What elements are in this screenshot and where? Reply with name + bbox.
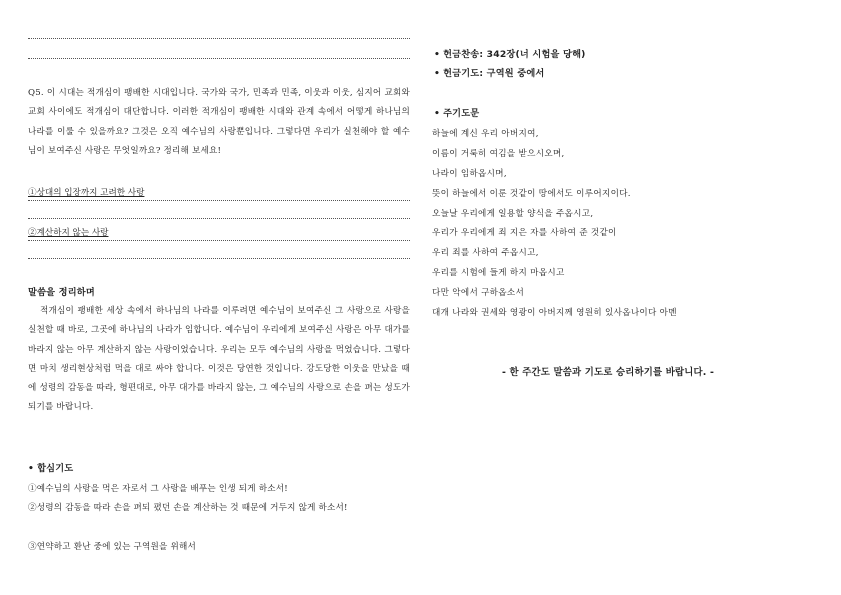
bullet-icon: •	[28, 463, 35, 474]
bullet-icon: •	[434, 49, 441, 60]
answer-line	[28, 58, 410, 59]
answer-line	[28, 218, 410, 219]
lords-prayer-line: 이름이 거룩히 여김을 받으시오며,	[432, 149, 565, 159]
q5-answer-2: ②계산하지 않는 사랑	[28, 228, 109, 238]
q5-answer-1: ①상대의 입장까지 고려한 사랑	[28, 188, 145, 198]
offering-prayer: • 헌금기도: 구역원 중에서	[434, 68, 545, 79]
answer-line	[28, 240, 410, 241]
lords-prayer-title: • 주기도문	[434, 108, 480, 119]
unison-item-2: ②성령의 감동을 따라 손을 펴되 폈던 손을 계산하는 것 때문에 거두지 않게 하소서!	[28, 503, 348, 513]
lords-prayer-line: 우리 죄를 사하여 주옵시고,	[432, 248, 539, 258]
bullet-icon: •	[434, 68, 441, 79]
answer-line	[28, 258, 410, 259]
unison-prayer-title: • 합심기도	[28, 463, 74, 474]
lords-prayer-line: 우리가 우리에게 죄 지은 자를 사하여 준 것같이	[432, 228, 617, 238]
lords-prayer-line: 대개 나라와 권세와 영광이 아버지께 영원히 있사옵나이다 아멘	[432, 308, 677, 318]
summary-title: 말씀을 정리하며	[28, 287, 95, 298]
unison-item-3: ③연약하고 환난 중에 있는 구역원을 위해서	[28, 542, 196, 552]
q5-question: Q5. 이 시대는 적개심이 팽배한 시대입니다. 국가와 국가, 민족과 민족, 이웃과 이웃, 심지어 교회와 교회 사이에도 적개심이 대단합니다. 이러한 적개심이 팽배한 시대와 관계 속에서 어떻게 하나님의 나라를 이룰 수 있을까요? 그것은 오직 예수님의 사랑뿐입니다. 그렇다면 우리가 실천해야 할 예수님이 보여주신 사랑은 무엇일까요? 정리해 보세요!	[28, 88, 410, 156]
lords-prayer-line: 뜻이 하늘에서 이룬 것같이 땅에서도 이루어지이다.	[432, 189, 631, 199]
answer-line	[28, 200, 410, 201]
lords-prayer-line: 나라이 임하옵시며,	[432, 169, 507, 179]
offering-hymn: • 헌금찬송: 342장(너 시험을 당해)	[434, 49, 586, 60]
summary-body: 적개심이 팽배한 세상 속에서 하나님의 나라를 이루려면 예수님이 보여주신 그 사랑으로 사랑을 실천할 때 바로, 그곳에 하나님의 나라가 임합니다. 예수님이 우리에게 보여주신 사랑은 아무 대가를 바라지 않는 아무 계산하지 않는 사랑이었습니다. 우리는 모두 예수님의 사랑을 먹었습니다. 그렇다면 마치 생리현상처럼 먹을 대로 싸야 합니다. 이것은 당연한 것입니다. 강도당한 이웃을 만났을 때에 성령의 감동을 따라, 형편대로, 아무 대가를 바라지 않는, 그 예수님의 사랑으로 손을 펴는 성도가 되기를 바랍니다.	[28, 306, 410, 413]
answer-line	[28, 38, 410, 39]
bullet-icon: •	[434, 108, 441, 119]
lords-prayer-line: 하늘에 계신 우리 아버지여,	[432, 129, 539, 139]
lords-prayer-line: 오늘날 우리에게 일용할 양식을 주옵시고,	[432, 209, 594, 219]
lords-prayer-line: 우리를 시험에 들게 하지 마옵시고	[432, 268, 565, 278]
closing-message: - 한 주간도 말씀과 기도로 승리하기를 바랍니다. -	[502, 367, 715, 378]
unison-item-1: ①예수님의 사랑을 먹은 자로서 그 사랑을 배푸는 인생 되게 하소서!	[28, 484, 288, 494]
lords-prayer-line: 다만 악에서 구하옵소서	[432, 288, 525, 298]
